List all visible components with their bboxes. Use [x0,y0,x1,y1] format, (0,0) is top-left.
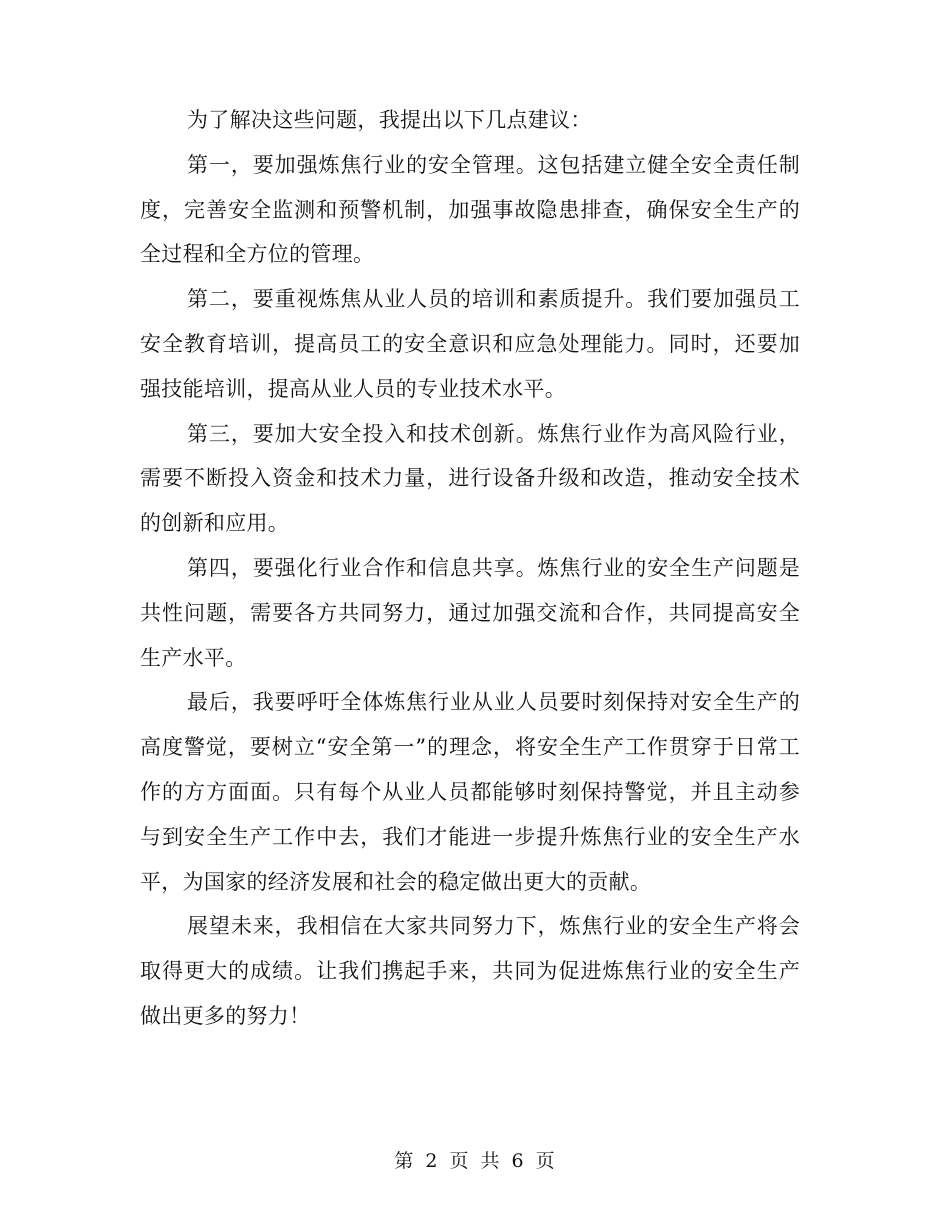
paragraph-third-suggestion: 第三，要加大安全投入和技术创新。炼焦行业作为高风险行业，需要不断投入资金和技术力量，进行设备升级和改造，推动安全技术的创新和应用。 [140,421,800,536]
paragraph-finally: 最后，我要呼吁全体炼焦行业从业人员要时刻保持对安全生产的高度警觉，要树立“安全第一”的理念，将安全生产工作贯穿于日常工作的方方面面。只有每个从业人员都能够时刻保持警觉，并且主动参与到安全生产工作中去，我们才能进一步提升炼焦行业的安全生产水平，为国家的经济发展和社会的稳定做出更大的贡献。 [140,690,800,894]
page-number-footer: 第 2 页 共 6 页 [394,1150,556,1172]
paragraph-first-suggestion: 第一，要加强炼焦行业的安全管理。这包括建立健全安全责任制度，完善安全监测和预警机制，加强事故隐患排查，确保安全生产的全过程和全方位的管理。 [140,152,800,267]
paragraph-fourth-suggestion: 第四，要强化行业合作和信息共享。炼焦行业的安全生产问题是共性问题，需要各方共同努力，通过加强交流和合作，共同提高安全生产水平。 [140,555,800,670]
document-body [140,98,800,1039]
paragraph-second-suggestion: 第二，要重视炼焦从业人员的培训和素质提升。我们要加强员工安全教育培训，提高员工的安全意识和应急处理能力。同时，还要加强技能培训，提高从业人员的专业技术水平。 [140,287,800,401]
paragraph-intro: 为了解决这些问题，我提出以下几点建议： [187,108,592,132]
paragraph-outlook: 展望未来，我相信在大家共同努力下，炼焦行业的安全生产将会取得更大的成绩。让我们携起手来，共同为促进炼焦行业的安全生产做出更多的努力！ [140,914,800,1028]
